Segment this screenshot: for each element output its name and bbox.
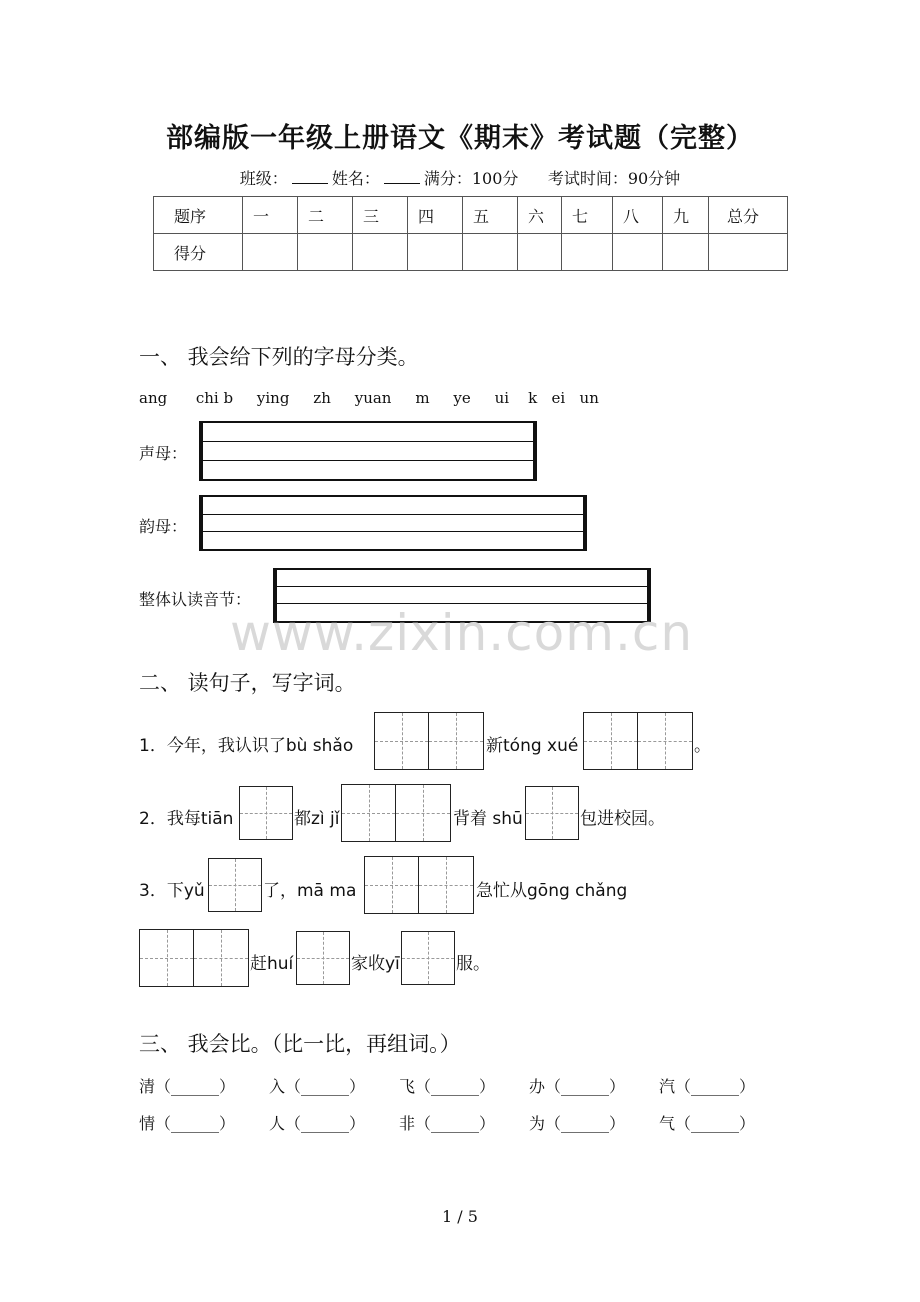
page-number: 1 / 5 xyxy=(442,1207,478,1226)
q1-text-a: 1．今年，我认识了bù shǎo xyxy=(139,736,354,756)
q3-text-e: 家收yī xyxy=(351,954,400,974)
compare-char: 办 xyxy=(529,1077,546,1096)
score-header-row xyxy=(154,197,788,234)
compare-item: 为（______） xyxy=(529,1114,626,1133)
compare-char: 为 xyxy=(529,1114,546,1133)
compare-char: 非 xyxy=(399,1114,416,1133)
score-cell[interactable] xyxy=(709,234,788,271)
writing-line xyxy=(203,497,583,515)
score-header-cell: 八 xyxy=(613,197,663,234)
q2-box-b[interactable] xyxy=(341,784,451,842)
score-header-cell: 一 xyxy=(243,197,298,234)
tian-cell xyxy=(297,932,349,984)
compare-item: 汽（______） xyxy=(659,1077,756,1096)
q3-text-f: 服。 xyxy=(456,954,490,974)
compare-item: 非（______） xyxy=(399,1114,496,1133)
exam-title: 部编版一年级上册语文《期末》考试题（完整） xyxy=(166,123,754,154)
shengmu-writing-lines[interactable] xyxy=(199,421,537,481)
letter-list xyxy=(139,389,599,407)
writing-line xyxy=(203,423,533,442)
tian-cell xyxy=(194,930,248,986)
section2-heading: 二、 读句子，写字词。 xyxy=(139,671,356,695)
score-header-cell: 九 xyxy=(663,197,709,234)
score-header-cell: 二 xyxy=(298,197,353,234)
compare-char: 人 xyxy=(269,1114,286,1133)
q2-text-b: 都zì jǐ xyxy=(294,809,340,829)
compare-item: 气（______） xyxy=(659,1114,756,1133)
score-cell[interactable] xyxy=(613,234,663,271)
writing-line xyxy=(203,461,533,479)
watermark: www.zixin.com.cn xyxy=(230,604,694,662)
q3-box-d[interactable] xyxy=(296,931,350,985)
shengmu-label: 声母： xyxy=(139,444,188,463)
q3-box-c[interactable] xyxy=(139,929,249,987)
writing-line xyxy=(203,532,583,549)
score-cell[interactable] xyxy=(353,234,408,271)
full-score: 满分：100分 xyxy=(423,169,519,188)
tian-cell xyxy=(419,857,473,913)
exam-info xyxy=(0,166,920,189)
q1-box-b[interactable] xyxy=(583,712,693,770)
tian-cell xyxy=(638,713,692,769)
name-blank xyxy=(384,169,420,184)
q2-box-a[interactable] xyxy=(239,786,293,840)
score-cell[interactable] xyxy=(663,234,709,271)
writing-line xyxy=(203,442,533,461)
letter: chi b xyxy=(195,389,234,407)
compare-char: 汽 xyxy=(659,1077,676,1096)
score-cell[interactable] xyxy=(243,234,298,271)
score-cell[interactable] xyxy=(298,234,353,271)
q2-text-a: 2．我每tiān xyxy=(139,809,234,829)
q1-box-a[interactable] xyxy=(374,712,484,770)
tian-cell xyxy=(140,930,194,986)
letter: k xyxy=(528,389,538,407)
compare-char: 情 xyxy=(139,1114,156,1133)
section1-heading: 一、 我会给下列的字母分类。 xyxy=(139,345,419,369)
compare-item: 人（______） xyxy=(269,1114,366,1133)
q3-text-b: 了，mā ma xyxy=(263,881,357,901)
q3-text-a: 3．下yǔ xyxy=(139,881,205,901)
score-cell[interactable] xyxy=(408,234,463,271)
compare-char: 清 xyxy=(139,1077,156,1096)
q2-box-c[interactable] xyxy=(525,786,579,840)
q1-text-b: 新tóng xué xyxy=(486,736,579,756)
score-header-cell: 七 xyxy=(562,197,613,234)
q3-box-a[interactable] xyxy=(208,858,262,912)
score-value-row xyxy=(154,234,788,271)
q1-text-c: 。 xyxy=(694,736,711,756)
yunmu-writing-lines[interactable] xyxy=(199,495,587,551)
tian-cell xyxy=(526,787,578,839)
tian-cell xyxy=(342,785,396,841)
letter: ui xyxy=(494,389,510,407)
letter: zh xyxy=(313,389,331,407)
writing-line xyxy=(203,515,583,532)
letter: ei xyxy=(551,389,566,407)
tian-cell xyxy=(584,713,638,769)
writing-line xyxy=(277,570,647,587)
letter: ying xyxy=(256,389,290,407)
tian-cell xyxy=(429,713,483,769)
score-header-cell: 总分 xyxy=(709,197,788,234)
section3-heading: 三、 我会比。（比一比，再组词。） xyxy=(139,1032,461,1056)
q3-box-e[interactable] xyxy=(401,931,455,985)
score-cell[interactable] xyxy=(562,234,613,271)
exam-time: 考试时间：90分钟 xyxy=(547,169,681,188)
compare-item: 飞（______） xyxy=(399,1077,496,1096)
q3-text-d: 赶huí xyxy=(250,954,294,974)
tian-cell xyxy=(365,857,419,913)
tian-cell xyxy=(209,859,261,911)
compare-char: 气 xyxy=(659,1114,676,1133)
letter: un xyxy=(579,389,599,407)
tian-cell xyxy=(240,787,292,839)
compare-item: 入（______） xyxy=(269,1077,366,1096)
q2-text-c: 背着 shū xyxy=(453,809,523,829)
score-row-label: 得分 xyxy=(154,234,243,271)
compare-char: 入 xyxy=(269,1077,286,1096)
class-blank xyxy=(292,169,328,184)
score-cell[interactable] xyxy=(518,234,562,271)
name-label: 姓名： xyxy=(331,169,380,188)
compare-item: 清（______） xyxy=(139,1077,236,1096)
score-header-cell: 六 xyxy=(518,197,562,234)
zhengti-label: 整体认读音节： xyxy=(139,590,252,609)
score-header-cell: 四 xyxy=(408,197,463,234)
q3-text-c: 急忙从gōng chǎng xyxy=(476,881,628,901)
score-header-cell: 五 xyxy=(463,197,518,234)
compare-item: 情（______） xyxy=(139,1114,236,1133)
score-table xyxy=(153,196,788,271)
tian-cell xyxy=(402,932,454,984)
compare-item: 办（______） xyxy=(529,1077,626,1096)
letter: ang xyxy=(139,389,168,407)
letter: m xyxy=(415,389,430,407)
letter: yuan xyxy=(354,389,392,407)
q3-box-b[interactable] xyxy=(364,856,474,914)
compare-char: 飞 xyxy=(399,1077,416,1096)
writing-line xyxy=(277,587,647,604)
letter: ye xyxy=(453,389,471,407)
q2-text-d: 包进校园。 xyxy=(580,809,665,829)
tian-cell xyxy=(396,785,450,841)
class-label: 班级： xyxy=(239,169,288,188)
tian-cell xyxy=(375,713,429,769)
yunmu-label: 韵母： xyxy=(139,517,188,536)
score-header-cell: 三 xyxy=(353,197,408,234)
score-header-cell: 题序 xyxy=(154,197,243,234)
score-cell[interactable] xyxy=(463,234,518,271)
